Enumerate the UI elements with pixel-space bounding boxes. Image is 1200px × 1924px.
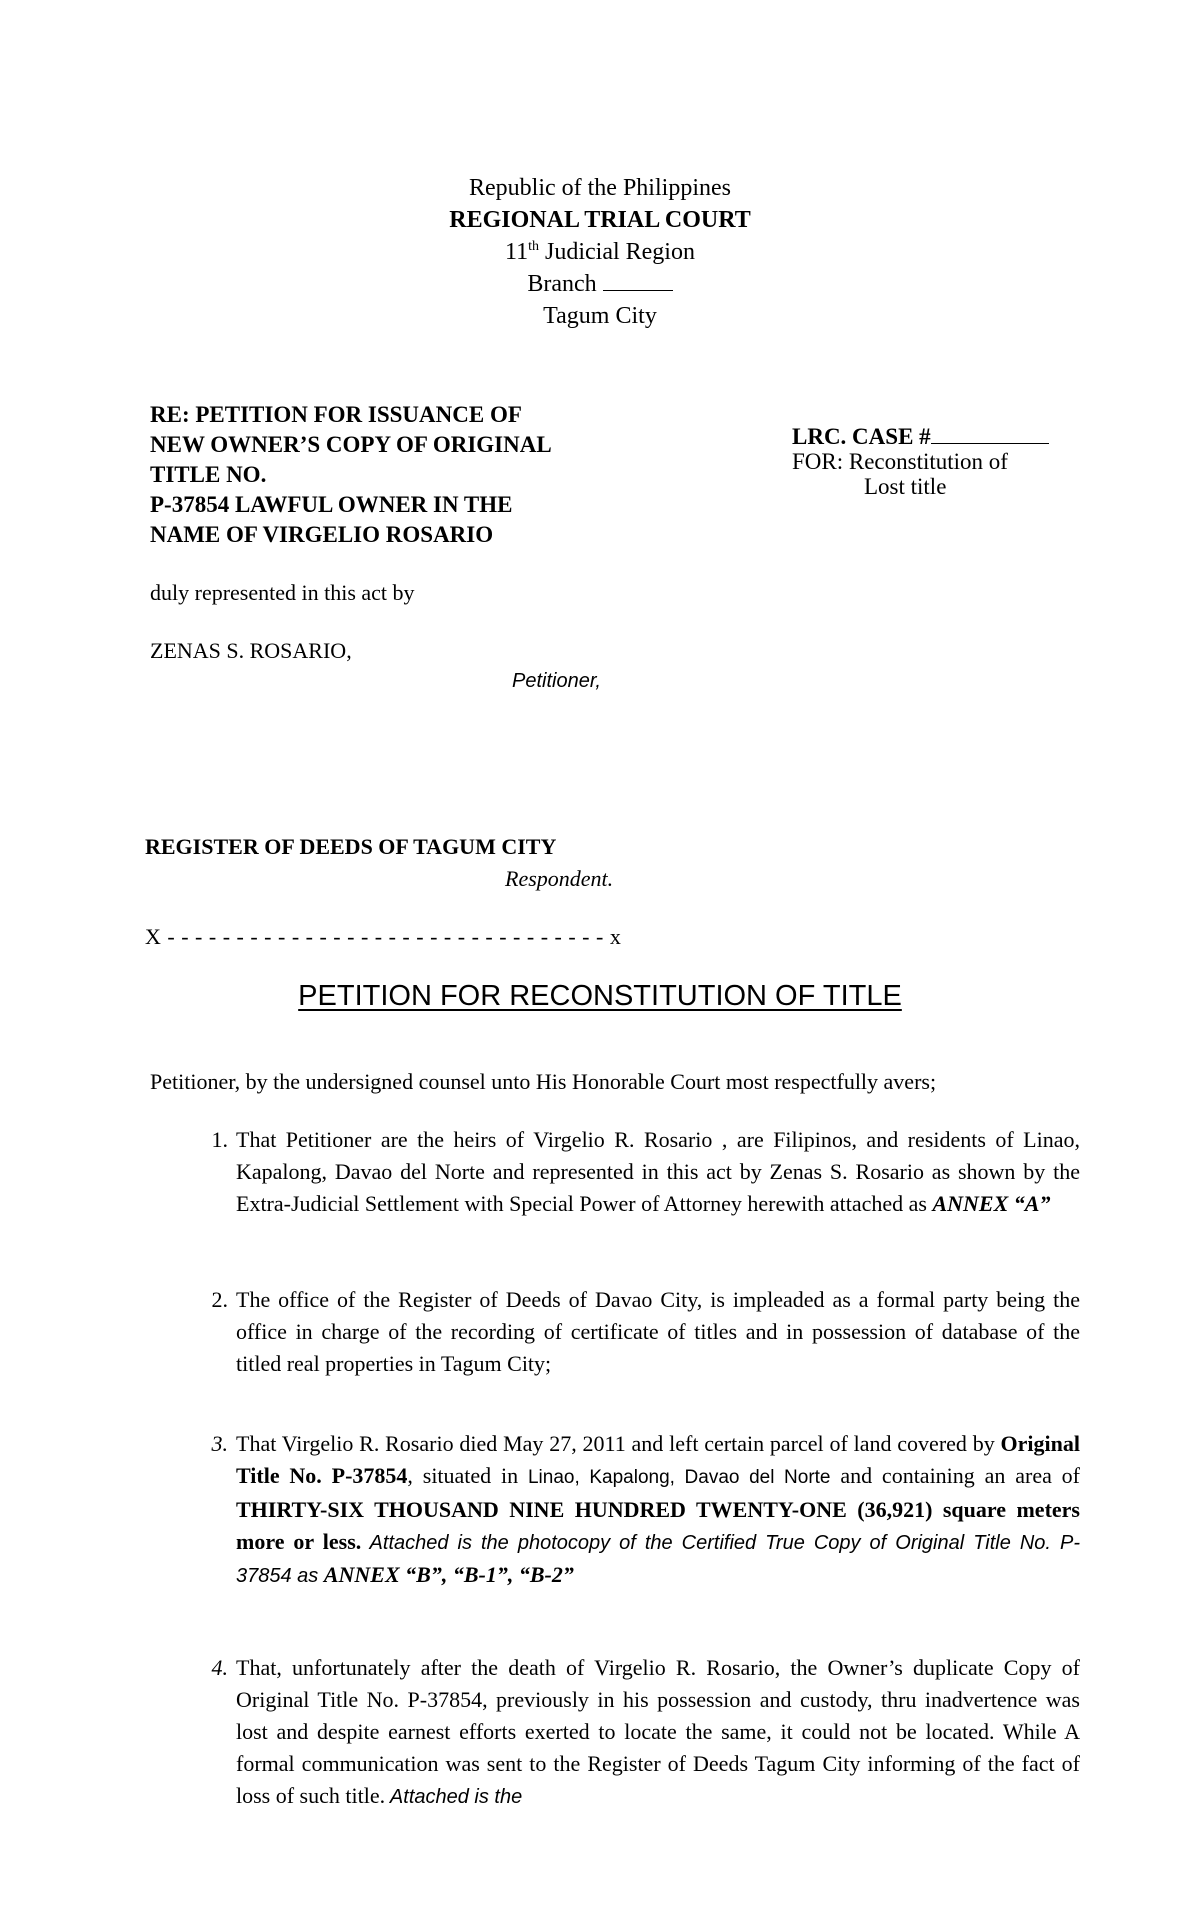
judicial-region: 11th Judicial Region bbox=[505, 239, 695, 265]
caption-re-block bbox=[150, 400, 650, 550]
represented-line: duly represented in this act by bbox=[150, 580, 415, 605]
lost-title-line: Lost title bbox=[864, 474, 947, 499]
case-number-label: LRC. CASE # bbox=[792, 424, 931, 449]
item-text: That, unfortunately after the death of Virgelio R. Rosario, the Owner’s duplicate Copy of Original Title No. P-37854, previously in his possession and custody, thru inadvertence was lost and despite earnest efforts exerted to locate the same, it could not be located. While A formal communication was sent to the Register of Deeds Tagum City informing of the fact of loss of such title. Attached is the bbox=[236, 1655, 1080, 1808]
caption-line: TITLE NO. bbox=[150, 462, 267, 487]
republic-line: Republic of the Philippines bbox=[469, 175, 731, 201]
annex-label: ANNEX “B”, “B-1”, “B-2” bbox=[323, 1562, 574, 1587]
item-text: The office of the Register of Deeds of Davao City, is impleaded as a formal party being the office in charge of the recording of certificate of titles and in possession of database of the titled real properties in Tagum City; bbox=[236, 1287, 1080, 1376]
numbered-item bbox=[150, 1652, 1080, 1852]
intro-paragraph: Petitioner, by the undersigned counsel unto His Honorable Court most respectfully avers; bbox=[150, 1069, 937, 1094]
numbered-item bbox=[150, 1124, 1080, 1254]
caption-line: NAME OF VIRGELIO ROSARIO bbox=[150, 522, 494, 547]
city-line: Tagum City bbox=[543, 303, 657, 329]
caption-line: P-37854 LAWFUL OWNER IN THE bbox=[150, 492, 513, 517]
petitioner-name: ZENAS S. ROSARIO, bbox=[150, 638, 352, 663]
item-number: 1. bbox=[211, 1127, 228, 1152]
caption-line: NEW OWNER’S COPY OF ORIGINAL bbox=[150, 432, 552, 457]
annex-label: ANNEX “A” bbox=[932, 1191, 1051, 1216]
petitioner-label: Petitioner, bbox=[512, 670, 601, 692]
item-number: 4. bbox=[211, 1655, 228, 1680]
document-title: PETITION FOR RECONSTITUTION OF TITLE bbox=[298, 980, 902, 1012]
item-text: That Petitioner are the heirs of Virgelio R. Rosario , are Filipinos, and residents of Linao, Kapalong, Davao del Norte and represented in this act by Zenas S. Rosario as shown by the Extra-Judicial Settlement with Special Power of Attorney herewith attached as ANNEX “A” bbox=[236, 1127, 1080, 1216]
item-text: That Virgelio R. Rosario died May 27, 2011 and left certain parcel of land covered by Original Title No. P-37854, situated in Linao, Kapalong, Davao del Norte and containing an area of THIRTY-SIX THOUSAND NINE HUNDRED TWENTY-ONE (36,921) square meters more or less. Attached is the photocopy of the Certified True Copy of Original Title No. P-37854 as ANNEX “B”, “B-1”, “B-2” bbox=[236, 1431, 1081, 1587]
branch-line: Branch bbox=[0, 268, 1200, 300]
respondent-label: Respondent. bbox=[505, 866, 614, 891]
case-number-block bbox=[792, 424, 1092, 499]
numbered-item bbox=[150, 1284, 1080, 1384]
caption-separator: X - - - - - - - - - - - - - - - - - - - - - - - - - - - - - - - - x bbox=[145, 924, 622, 949]
caption-line: RE: PETITION FOR ISSUANCE OF bbox=[150, 402, 522, 427]
item-number: 3. bbox=[211, 1431, 228, 1456]
item-number: 2. bbox=[211, 1287, 228, 1312]
for-line: FOR: Reconstitution of bbox=[792, 449, 1008, 474]
branch-blank bbox=[603, 272, 673, 291]
numbered-item bbox=[150, 1428, 1080, 1628]
case-number-blank bbox=[931, 425, 1049, 444]
court-name: REGIONAL TRIAL COURT bbox=[449, 207, 751, 233]
respondent-name: REGISTER OF DEEDS OF TAGUM CITY bbox=[145, 834, 557, 859]
